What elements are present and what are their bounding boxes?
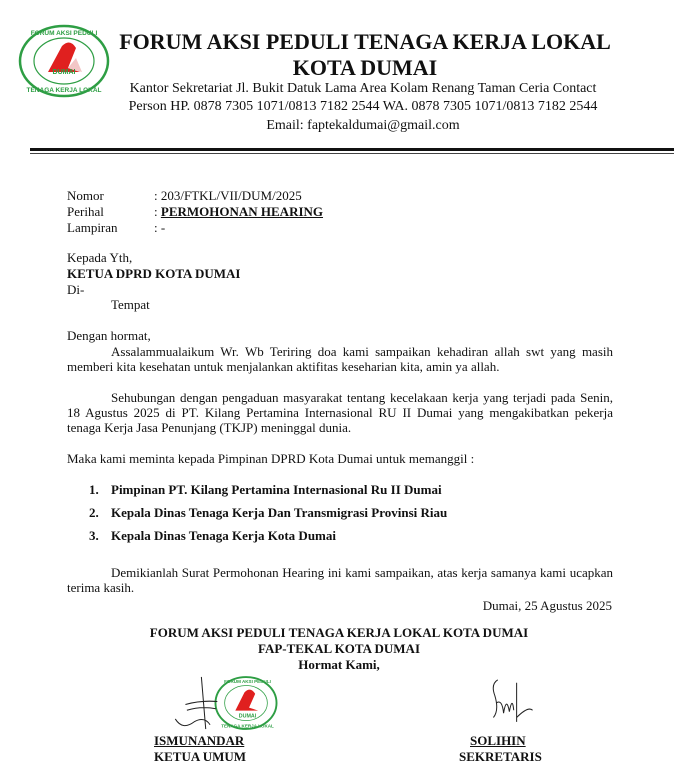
svg-text:DUMAI: DUMAI [52, 69, 76, 76]
paragraph-request: Maka kami meminta kepada Pimpinan DPRD Kota Dumai untuk memanggil : [67, 451, 475, 466]
signature-ketua [160, 674, 250, 732]
list-item: Pimpinan PT. Kilang Pertamina Internasional Ru II Dumai [111, 482, 442, 497]
list-item: Kepala Dinas Tenaga Kerja Kota Dumai [111, 528, 336, 543]
signature-sekretaris [478, 674, 548, 732]
recipient-name: KETUA DPRD KOTA DUMAI [67, 266, 241, 281]
ketua-name: ISMUNANDAR [154, 733, 245, 748]
lampiran-label: Lampiran [67, 220, 118, 235]
letterhead-contact: Person HP. 0878 7305 1071/0813 7182 2544 WA. 0878 7305 1071/0813 7182 2544 [128, 99, 598, 114]
paragraph-closing: Demikianlah Surat Permohonan Hearing ini kami sampaikan, atas kerja samanya kami ucapkan terima kasih. [67, 565, 613, 595]
list-item: Kepala Dinas Tenaga Kerja Dan Transmigrasi Provinsi Riau [111, 505, 448, 520]
paragraph-opening: Assalammualaikum Wr. Wb Teriring doa kami sampaikan kehadiran allah swt yang masih memberi kita kesehatan untuk menjalankan aktifitas keseharian kita, amin ya allah. [67, 344, 613, 374]
perihal-value: PERMOHONAN HEARING [160, 204, 324, 219]
letterhead-address: Kantor Sekretariat Jl. Bukit Datuk Lama Area Kolam Renang Taman Ceria Contact [129, 81, 597, 96]
nomor-value: : 203/FTKL/VII/DUM/2025 [154, 188, 302, 203]
signature-org-short: FAP-TEKAL KOTA DUMAI [257, 641, 421, 656]
recipient-kepada: Kepada Yth, [67, 250, 133, 265]
svg-text:FORUM AKSI PEDULI: FORUM AKSI PEDULI [30, 30, 98, 37]
svg-text:TENAGA KERJA LOKAL: TENAGA KERJA LOKAL [26, 87, 102, 94]
perihal-colon: : [154, 204, 161, 219]
list-item-number: 1. [89, 482, 99, 497]
letter-date: Dumai, 25 Agustus 2025 [482, 598, 612, 613]
recipient-tempat: Tempat [111, 297, 150, 312]
svg-text:TENAGA KERJA LOKAL: TENAGA KERJA LOKAL [221, 723, 274, 729]
greeting: Dengan hormat, [67, 328, 151, 343]
nomor-label: Nomor [67, 188, 104, 203]
letterhead-email: Email: faptekaldumai@gmail.com [266, 118, 460, 133]
lampiran-value: : - [154, 220, 166, 235]
recipient-di: Di- [67, 282, 85, 297]
svg-text:FORUM AKSI PEDULI: FORUM AKSI PEDULI [224, 679, 271, 685]
header-divider [30, 148, 674, 151]
list-item-number: 3. [89, 528, 99, 543]
signature-hormat: Hormat Kami, [298, 657, 380, 672]
perihal-field [154, 204, 323, 219]
header-divider-thin [30, 153, 674, 154]
sekretaris-name: SOLIHIN [470, 733, 526, 748]
ketua-title: KETUA UMUM [154, 749, 247, 764]
list-item-number: 2. [89, 505, 99, 520]
sekretaris-title: SEKRETARIS [459, 749, 542, 764]
letterhead-title: FORUM AKSI PEDULI TENAGA KERJA LOKAL [119, 29, 611, 54]
paragraph-incident: Sehubungan dengan pengaduan masyarakat tentang kecelakaan kerja yang terjadi pada Senin, 18 Agustus 2025 di PT. Kilang Pertamina Internasional RU II Dumai yang mengakibatkan pekerja tenaga Kerja Jasa Penunjang (TKJP) meninggal dunia. [67, 390, 613, 435]
svg-text:DUMAI: DUMAI [238, 713, 257, 720]
signature-org: FORUM AKSI PEDULI TENAGA KERJA LOKAL KOTA DUMAI [149, 625, 529, 640]
letterhead-subtitle: KOTA DUMAI [292, 55, 438, 80]
perihal-label: Perihal [67, 204, 104, 219]
